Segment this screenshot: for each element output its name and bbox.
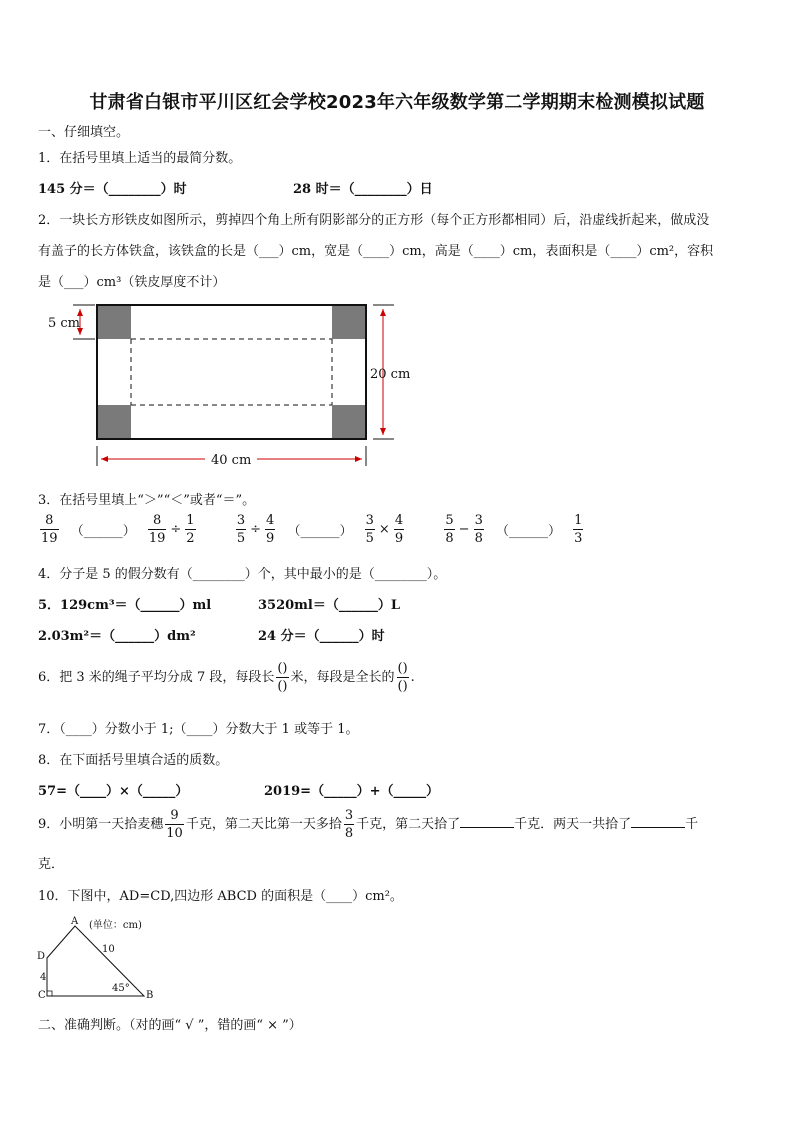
question-6-text-a: 6．把 3 米的绳子平均分成 7 段，每段长 [38,670,275,685]
question-1a: 145 分＝（________）时 [38,182,187,197]
question-6-text-b: 米，每段是全长的 [290,670,395,685]
fraction-1-3: $\frac{1}{3}$ [574,513,583,546]
corner-square-bl [98,405,131,438]
question-9: 9．小明第一天拾麦穗 $\frac{9}{10}$ 千克，第二天比第一天多拾 $\frac{3}{8}$ 千克，第二天拾了 千克．两天一共拾了 千 [38,808,699,841]
question-5a: 5．129cm³＝（______）ml [38,598,212,613]
fold-lines [131,339,332,405]
fraction-9-10: $\frac{9}{10}$ [166,808,183,841]
answer-line-2 [631,815,685,828]
svg-text:4: 4 [40,972,47,983]
fraction-8-19-b: $\frac{8}{19}$ [148,513,166,546]
svg-text:45°: 45° [112,983,130,994]
question-5c: 2.03m²＝（______）dm² [38,629,196,644]
question-2-line3: 是（___）cm³（铁皮厚度不计） [38,275,226,290]
svg-text:B: B [146,990,154,1001]
question-3-stem: 3．在括号里填上“＞”“＜”或者“＝”。 [38,493,256,508]
section-2-heading: 二、准确判断。（对的画“ √ ”，错的画“ × ”） [38,1018,302,1033]
question-8-stem: 8．在下面括号里填合适的质数。 [38,753,229,768]
fraction-blank-1: $\frac{()}{()}$ [277,661,288,694]
question-2-line1: 2．一块长方形铁皮如图所示，剪掉四个角上所有阴影部分的正方形（每个正方形都相同）后，沿虚线折起来，做成没 [38,213,710,228]
question-3-comparisons [38,514,585,554]
svg-text:10: 10 [102,944,115,955]
svg-text:C: C [38,990,46,1001]
question-10-stem: 10．下图中，AD=CD,四边形 ABCD 的面积是（____）cm²。 [38,889,403,904]
quadrilateral-abcd-figure [34,914,164,1004]
fraction-blank-2: $\frac{()}{()}$ [397,661,408,694]
fraction-5-8: $\frac{5}{8}$ [445,513,454,546]
question-7: 7．（____）分数小于 1;（____）分数大于 1 或等于 1。 [38,722,359,737]
fraction-3-5-b: $\frac{3}{5}$ [365,513,374,546]
label-20cm: 20 cm [370,367,411,382]
question-8b: 2019=（_____）+（_____） [264,784,439,799]
fraction-1-2: $\frac{1}{2}$ [186,513,195,546]
section-1-heading: 一、仔细填空。 [38,125,130,140]
fraction-4-9: $\frac{4}{9}$ [266,513,275,546]
divide-sign-2: ÷ [250,522,262,537]
question-6: 6．把 3 米的绳子平均分成 7 段，每段长 $\frac{()}{()}$ 米，每段是全长的 $\frac{()}{()}$ . [38,661,415,694]
divide-sign: ÷ [170,522,182,537]
answer-blank-3: （______） [495,524,561,539]
answer-blank-2: （______） [287,524,353,539]
label-5cm: 5 cm [48,316,81,331]
question-8a: 57=（____）×（_____） [38,784,189,799]
fraction-3-5: $\frac{3}{5}$ [236,513,246,546]
answer-line-1 [460,815,514,828]
multiply-sign: × [378,522,390,537]
question-5d: 24 分＝（______）时 [258,629,385,644]
svg-text:(单位：cm): (单位：cm) [89,920,142,931]
corner-square-tl [98,306,131,339]
question-4: 4．分子是 5 的假分数有（________）个，其中最小的是（________）。 [38,567,447,582]
fraction-8-19: $\frac{8}{19}$ [41,513,58,546]
page-title: 甘肃省白银市平川区红会学校2023年六年级数学第二学期期末检测模拟试题 [89,92,705,113]
fraction-4-9-b: $\frac{4}{9}$ [394,513,404,546]
label-40cm: 40 cm [211,453,252,468]
question-9-line2: 克． [38,857,65,872]
corner-square-br [332,405,365,438]
svg-text:A: A [71,916,79,927]
question-1-stem: 1．在括号里填上适当的最简分数。 [38,151,242,166]
question-5b: 3520ml＝（______）L [258,598,401,613]
question-2-line2: 有盖子的长方体铁盒，该铁盒的长是（___）cm，宽是（____）cm，高是（____）cm，表面积是（____）cm²，容积 [38,244,714,259]
minus-sign: − [458,522,470,537]
fraction-3-8: $\frac{3}{8}$ [474,513,483,546]
sheet-outline [97,305,366,439]
corner-square-tr [332,306,365,339]
rectangle-sheet-figure [40,298,420,470]
answer-blank-1: （______） [70,524,136,539]
fraction-3-8-q9: $\frac{3}{8}$ [344,808,354,841]
svg-text:D: D [37,951,46,962]
question-1b: 28 时＝（________）日 [293,182,433,197]
